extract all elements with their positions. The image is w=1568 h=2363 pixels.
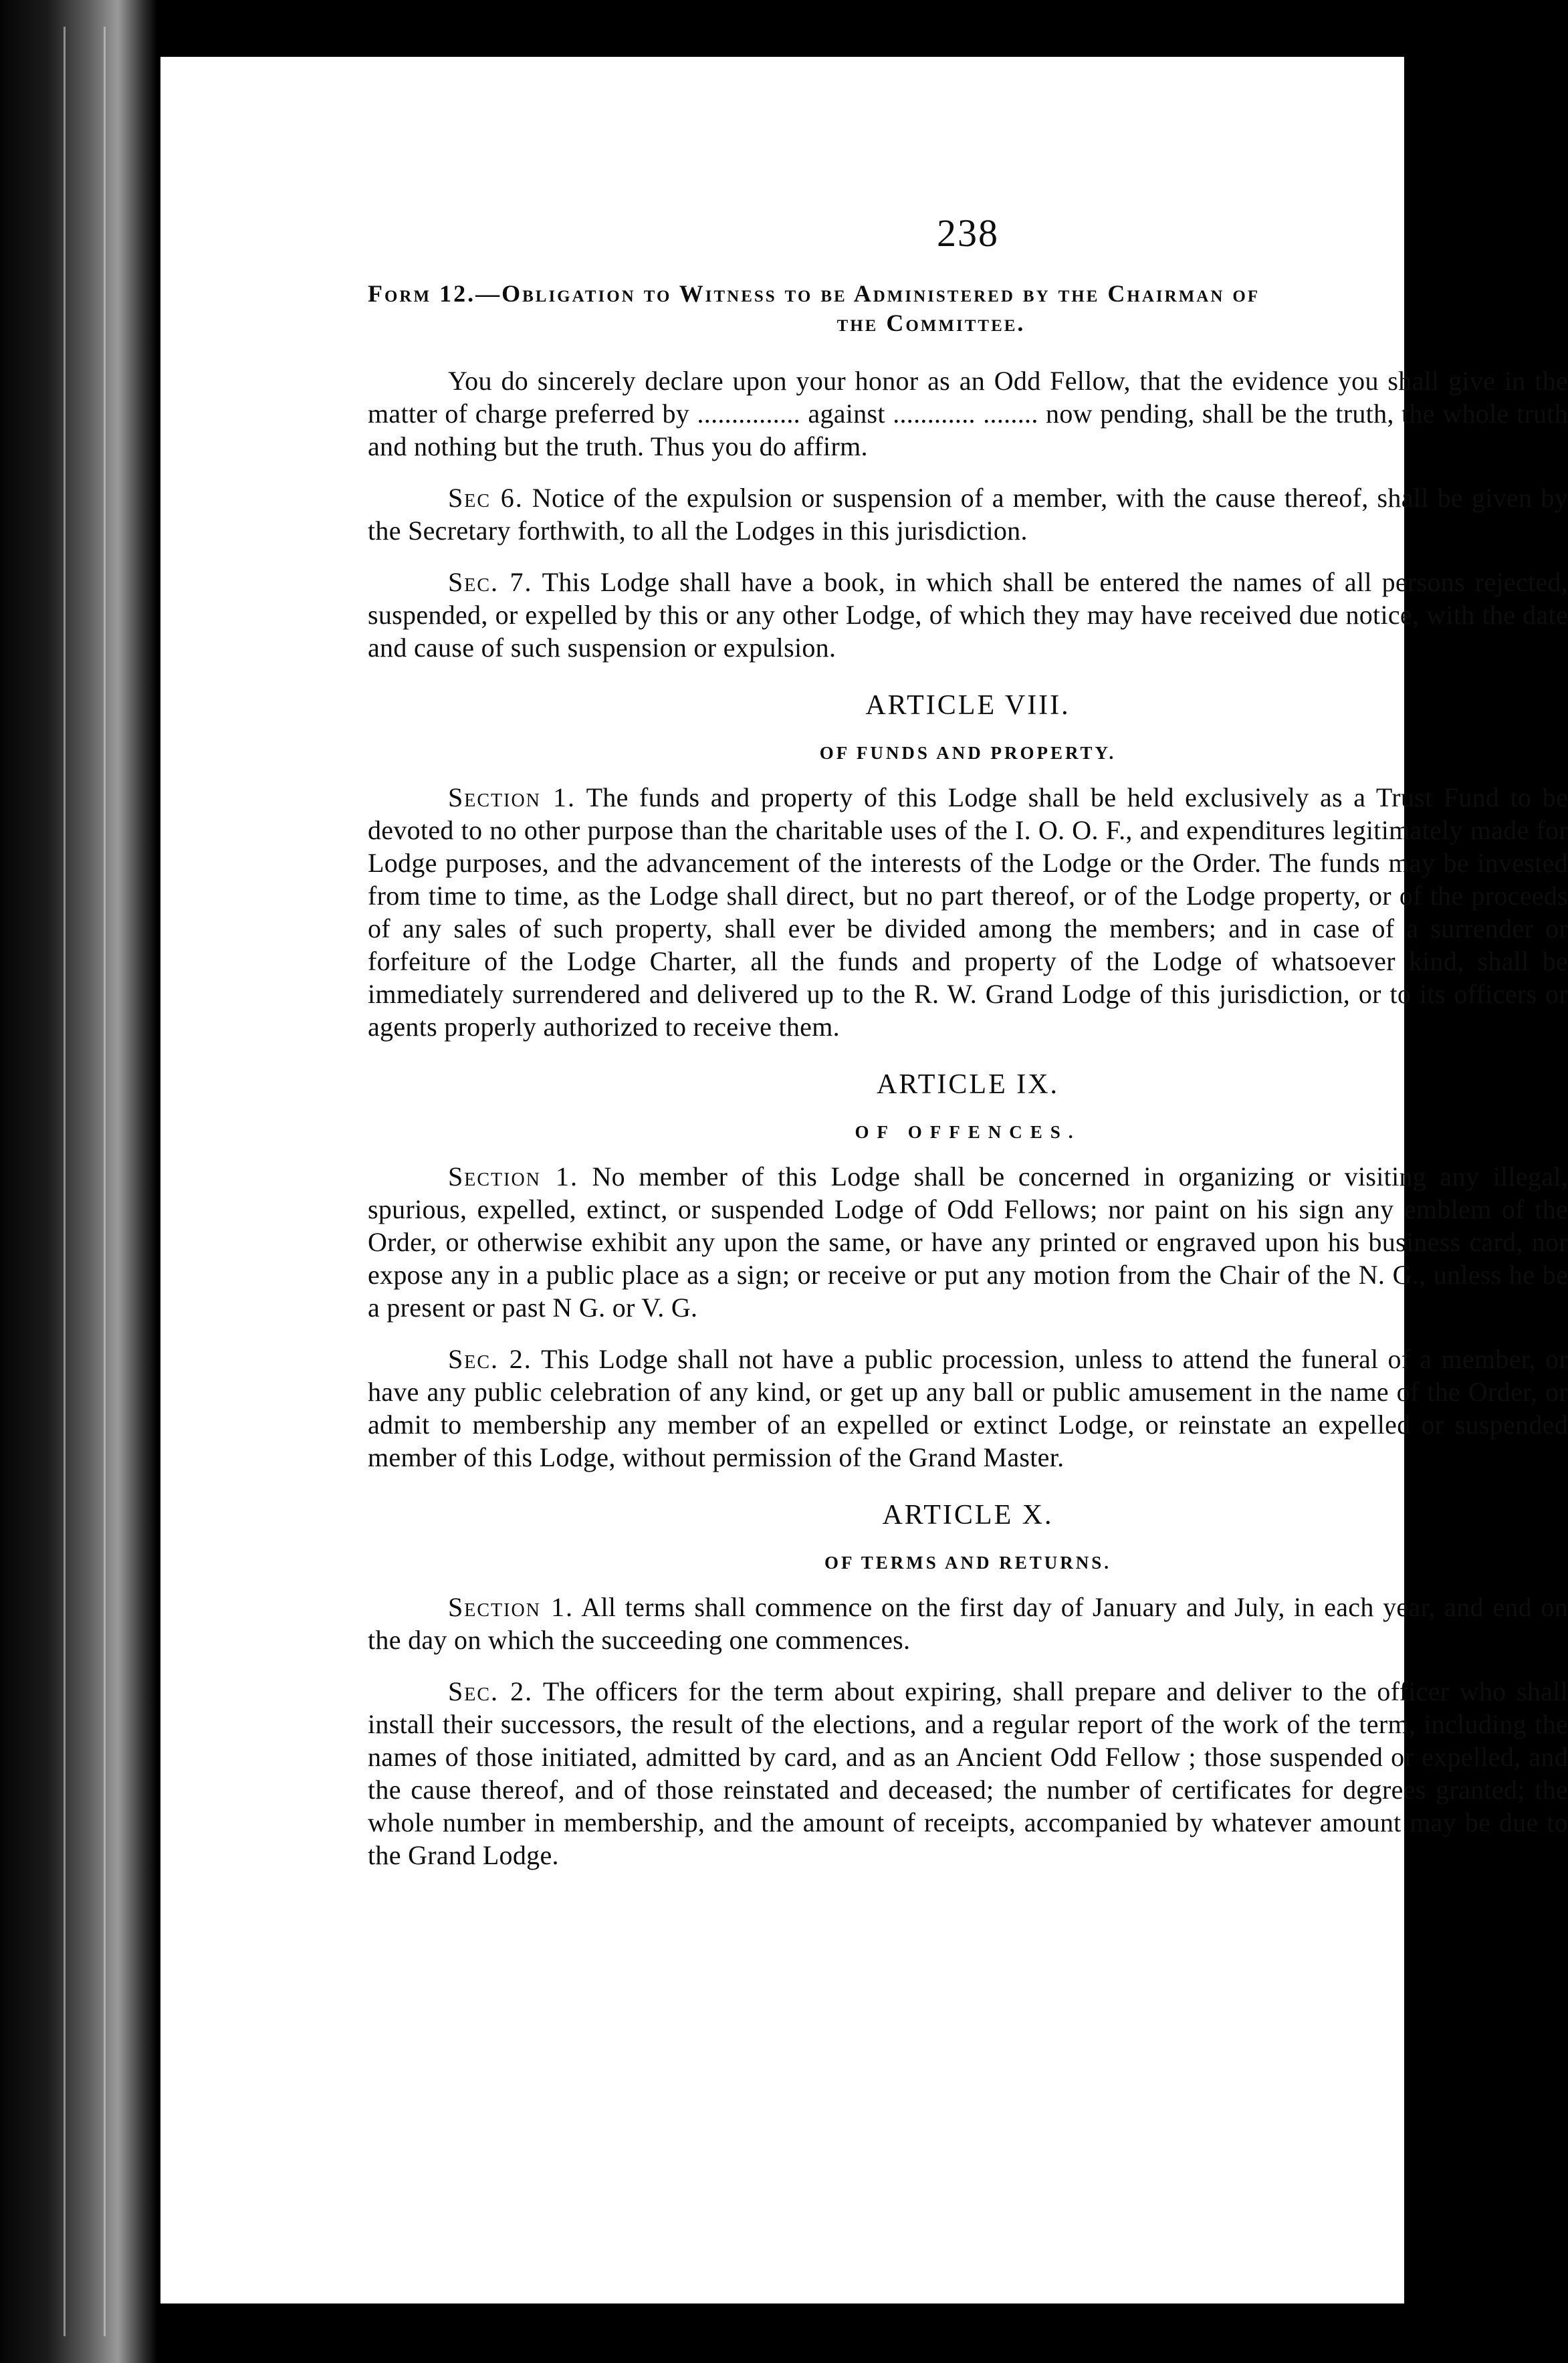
oath-paragraph <box>368 364 1568 463</box>
document-page <box>160 57 1568 2303</box>
form-heading-line2: the Committee. <box>836 310 1026 336</box>
article-x-sec1-text: All terms shall commence on the first day of January and July, in each year, and end on the day on which the succeeding one commences. <box>368 1592 1568 1655</box>
article-x-sec2-lead: Sec. 2. <box>448 1676 534 1706</box>
article-ix-sec1-text: No member of this Lodge shall be concerned in organizing or visiting any illegal, spurious, expelled, extinct, or suspended Lodge of Odd Fellows; nor paint on his sign any emblem of the Order, or otherwise exhibit any upon the same, or have any printed or engraved upon his business card, nor expose any in a public place as a sign; or receive or put any motion from the Chair of the N. G., unless he be a present or past N G. or V. G. <box>368 1161 1568 1323</box>
article-ix-sec2-lead: Sec. 2. <box>448 1344 532 1374</box>
article-viii-subtitle: OF FUNDS AND PROPERTY. <box>819 743 1117 763</box>
film-edge-line <box>64 27 66 2336</box>
sec6-text: Notice of the expulsion or suspension of a member, with the cause thereof, shall be given by the Secretary forthwith, to all the Lodges in this jurisdiction. <box>368 483 1568 546</box>
form-heading-line1: Form 12.—Obligation to Witness to be Administered by the Chairman of <box>368 280 1260 307</box>
article-x-sec2-text: The officers for the term about expiring, shall prepare and deliver to the officer who shall install their successors, the result of the elections, and a regular report of the work of the term, including the names of those initiated, admitted by card, and as an Ancient Odd Fellow ; those suspended or expelled, and the cause thereof, and of those reinstated and deceased; the number of certificates for degrees granted; the whole number in membership, and the amount of receipts, accompanied by whatever amount may be due to the Grand Lodge. <box>368 1676 1568 1870</box>
article-ix-sec1-lead: Section 1. <box>448 1161 579 1192</box>
page-content <box>368 211 1568 1872</box>
form-heading <box>368 279 1568 338</box>
sec7-paragraph <box>368 566 1568 664</box>
sec7-text: This Lodge shall have a book, in which shall be entered the names of all persons rejected, suspended, or expelled by this or any other Lodge, of which they may have received due notice, with the date and cause of such suspension or expulsion. <box>368 567 1568 663</box>
article-viii-title: ARTICLE VIII. <box>865 690 1071 721</box>
article-viii-sec1 <box>368 781 1568 1043</box>
film-edge <box>0 0 157 2363</box>
article-ix-title: ARTICLE IX. <box>876 1069 1060 1100</box>
article-x-sec1 <box>368 1591 1568 1656</box>
sec6-lead: Sec 6. <box>448 483 524 513</box>
article-x-title: ARTICLE X. <box>882 1500 1054 1531</box>
article-viii-sec1-text: The funds and property of this Lodge shall be held exclusively as a Trust Fund to be devoted to no other purpose than the charitable uses of the I. O. O. F., and expenditures legitimately made for Lodge purposes, and the advancement of the interests of the Lodge or the Order. The funds may be invested from time to time, as the Lodge shall direct, but no part thereof, or of the Lodge property, or of the proceeds of any sales of such property, shall ever be divided among the members; and in case of a surrender or forfeiture of the Lodge Charter, all the funds and property of the Lodge of whatsoever kind, shall be immediately surrendered and delivered up to the R. W. Grand Lodge of this jurisdiction, or to its officers or agents properly authorized to receive them. <box>368 782 1568 1042</box>
article-ix-sec1 <box>368 1160 1568 1324</box>
article-viii-sec1-lead: Section 1. <box>448 782 576 812</box>
page-number: 238 <box>937 211 999 255</box>
sec6-paragraph <box>368 481 1568 547</box>
article-ix-sec2-text: This Lodge shall not have a public procession, unless to attend the funeral of a member, or have any public celebration of any kind, or get up any ball or public amusement in the name of the Order, or admit to membership any member of an expelled or extinct Lodge, or reinstate an expelled or suspended member of this Lodge, without permission of the Grand Master. <box>368 1344 1568 1472</box>
film-edge-line <box>104 27 106 2336</box>
article-x-sec2 <box>368 1675 1568 1872</box>
article-ix-sec2 <box>368 1343 1568 1474</box>
sec7-lead: Sec. 7. <box>448 567 533 597</box>
article-x-subtitle: OF TERMS AND RETURNS. <box>824 1553 1112 1573</box>
article-ix-subtitle: OF OFFENCES. <box>855 1122 1081 1142</box>
oath-text: You do sincerely declare upon your honor as an Odd Fellow, that the evidence you shall give in the matter of charge preferred by ............... against ............ ........ now pending, shall be the truth, the whole truth and nothing but the truth. Thus you do affirm. <box>368 366 1568 461</box>
article-x-sec1-lead: Section 1. <box>448 1592 574 1622</box>
